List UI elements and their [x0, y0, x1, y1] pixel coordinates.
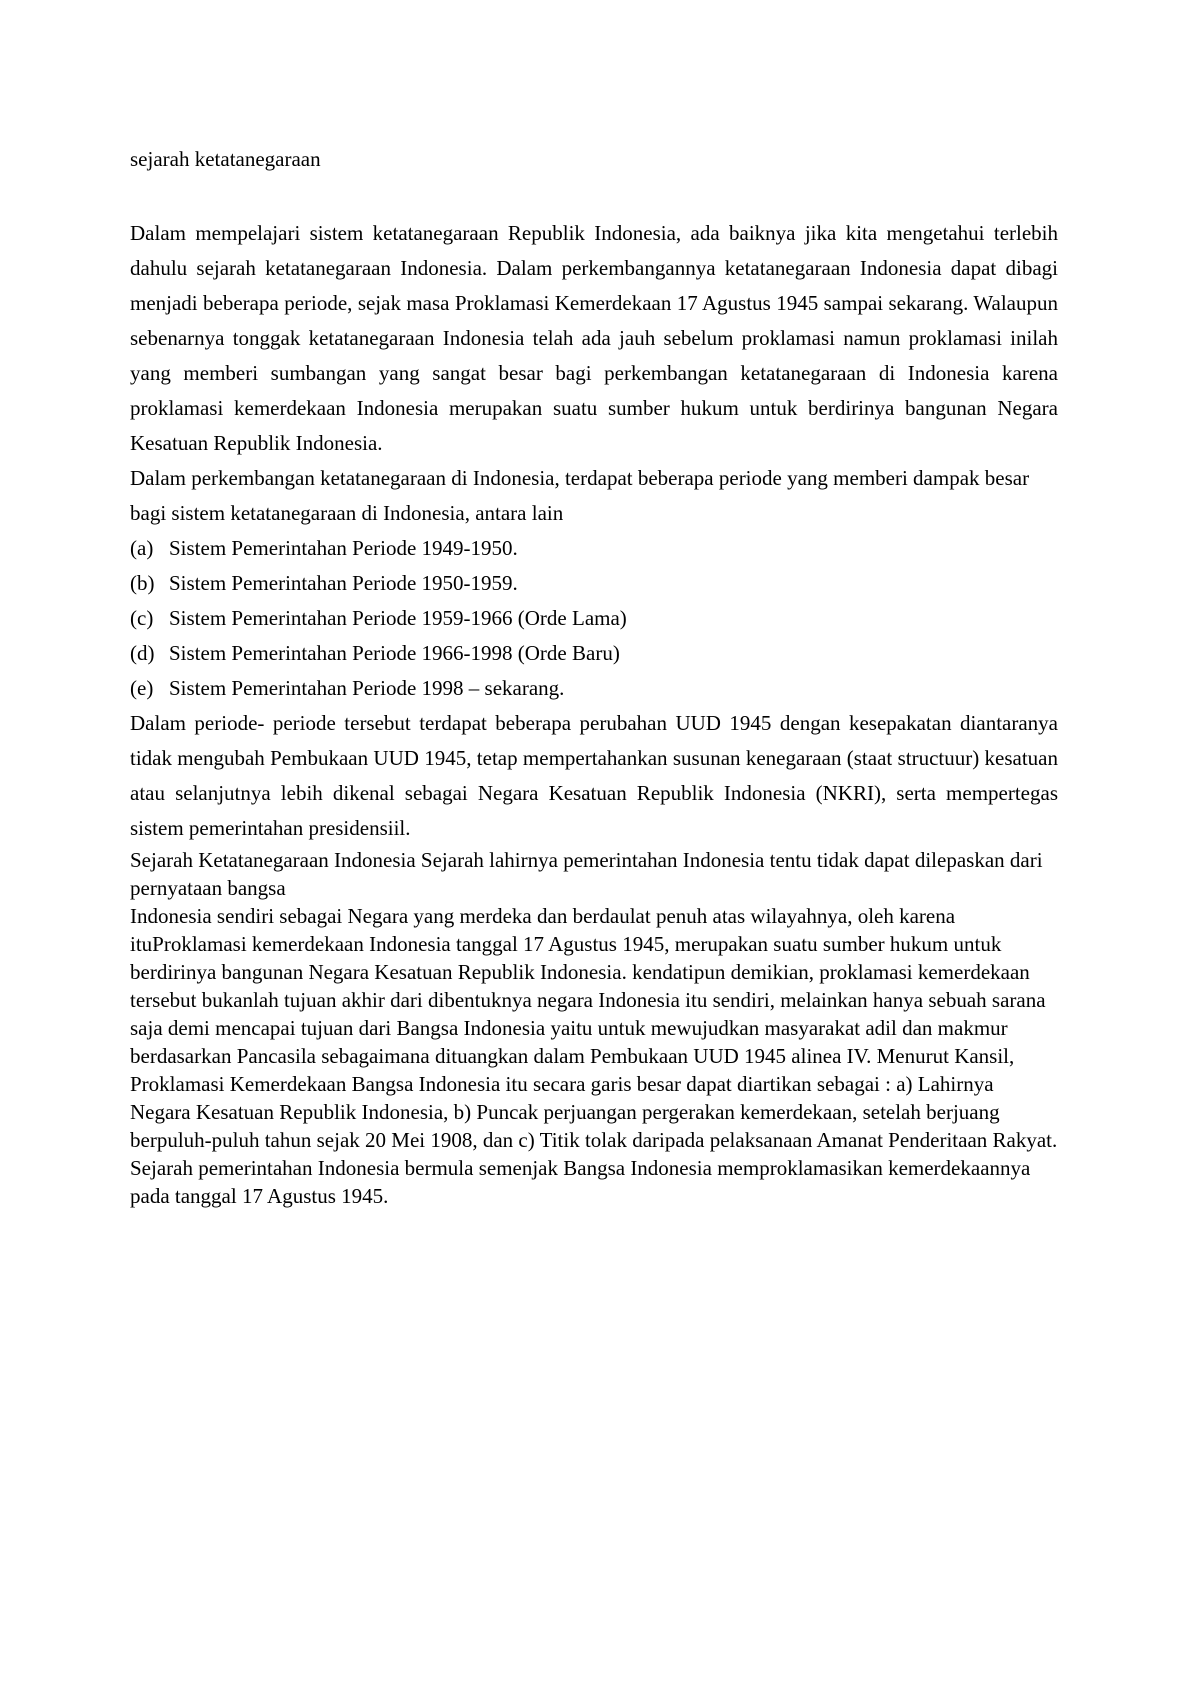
list-item-marker: (c): [130, 606, 154, 630]
list-item-text: Sistem Pemerintahan Periode 1949-1950.: [169, 536, 518, 560]
list-item-text: Sistem Pemerintahan Periode 1998 – sekarang.: [169, 676, 565, 700]
paragraph-uud: Dalam periode- periode tersebut terdapat beberapa perubahan UUD 1945 dengan kesepakatan diantaranya tidak mengubah Pembukaan UUD 1945, tetap mempertahankan susunan kenegaraan (staat structuur) kesatuan atau selanjutnya lebih dikenal sebagai Negara Kesatuan Republik Indonesia (NKRI), serta mempertegas sistem pemerintahan presidensiil.: [130, 711, 1058, 840]
paragraph-sejarah: Sejarah Ketatanegaraan Indonesia Sejarah lahirnya pemerintahan Indonesia tentu tidak dapat dilepaskan dari pernyataan bangsa: [130, 848, 1043, 900]
paragraph-intro-2: Dalam perkembangan ketatanegaraan di Indonesia, terdapat beberapa periode yang memberi dampak besar bagi sistem ketatanegaraan di Indonesia, antara lain: [130, 466, 1030, 525]
list-item-marker: (e): [130, 676, 154, 700]
period-list: [130, 531, 1058, 706]
list-item: [130, 566, 1058, 601]
document-title: sejarah ketatanegaraan: [130, 147, 321, 171]
list-item: [130, 636, 1058, 671]
list-item-text: Sistem Pemerintahan Periode 1950-1959.: [169, 571, 518, 595]
paragraph-proklamasi: Indonesia sendiri sebagai Negara yang merdeka dan berdaulat penuh atas wilayahnya, oleh karena ituProklamasi kemerdekaan Indonesia tanggal 17 Agustus 1945, merupakan suatu sumber hukum untuk berdirinya bangunan Negara Kesatuan Republik Indonesia. kendatipun demikian, proklamasi kemerdekaan tersebut bukanlah tujuan akhir dari dibentuknya negara Indonesia itu sendiri, melainkan hanya sebuah sarana saja demi mencapai tujuan dari Bangsa Indonesia yaitu untuk mewujudkan masyarakat adil dan makmur berdasarkan Pancasila sebagaimana dituangkan dalam Pembukaan UUD 1945 alinea IV. Menurut Kansil, Proklamasi Kemerdekaan Bangsa Indonesia itu secara garis besar dapat diartikan sebagai : a) Lahirnya Negara Kesatuan Republik Indonesia, b) Puncak perjuangan pergerakan kemerdekaan, setelah berjuang berpuluh-puluh tahun sejak 20 Mei 1908, dan c) Titik tolak daripada pelaksanaan Amanat Penderitaan Rakyat. Sejarah pemerintahan Indonesia bermula semenjak Bangsa Indonesia memproklamasikan kemerdekaannya pada tanggal 17 Agustus 1945.: [130, 904, 1058, 1208]
list-item-marker: (b): [130, 571, 155, 595]
paragraph-intro: Dalam mempelajari sistem ketatanegaraan Republik Indonesia, ada baiknya jika kita mengetahui terlebih dahulu sejarah ketatanegaraan Indonesia. Dalam perkembangannya ketatanegaraan Indonesia dapat dibagi menjadi beberapa periode, sejak masa Proklamasi Kemerdekaan 17 Agustus 1945 sampai sekarang. Walaupun sebenarnya tonggak ketatanegaraan Indonesia telah ada jauh sebelum proklamasi namun proklamasi inilah yang memberi sumbangan yang sangat besar bagi perkembangan ketatanegaraan di Indonesia karena proklamasi kemerdekaan Indonesia merupakan suatu sumber hukum untuk berdirinya bangunan Negara Kesatuan Republik Indonesia.: [130, 221, 1058, 455]
list-item: [130, 671, 1058, 706]
list-item-text: Sistem Pemerintahan Periode 1959-1966 (Orde Lama): [169, 606, 627, 630]
list-item-text: Sistem Pemerintahan Periode 1966-1998 (Orde Baru): [169, 641, 620, 665]
list-item: [130, 601, 1058, 636]
list-item-marker: (a): [130, 536, 154, 560]
list-item-marker: (d): [130, 641, 155, 665]
list-item: [130, 531, 1058, 566]
